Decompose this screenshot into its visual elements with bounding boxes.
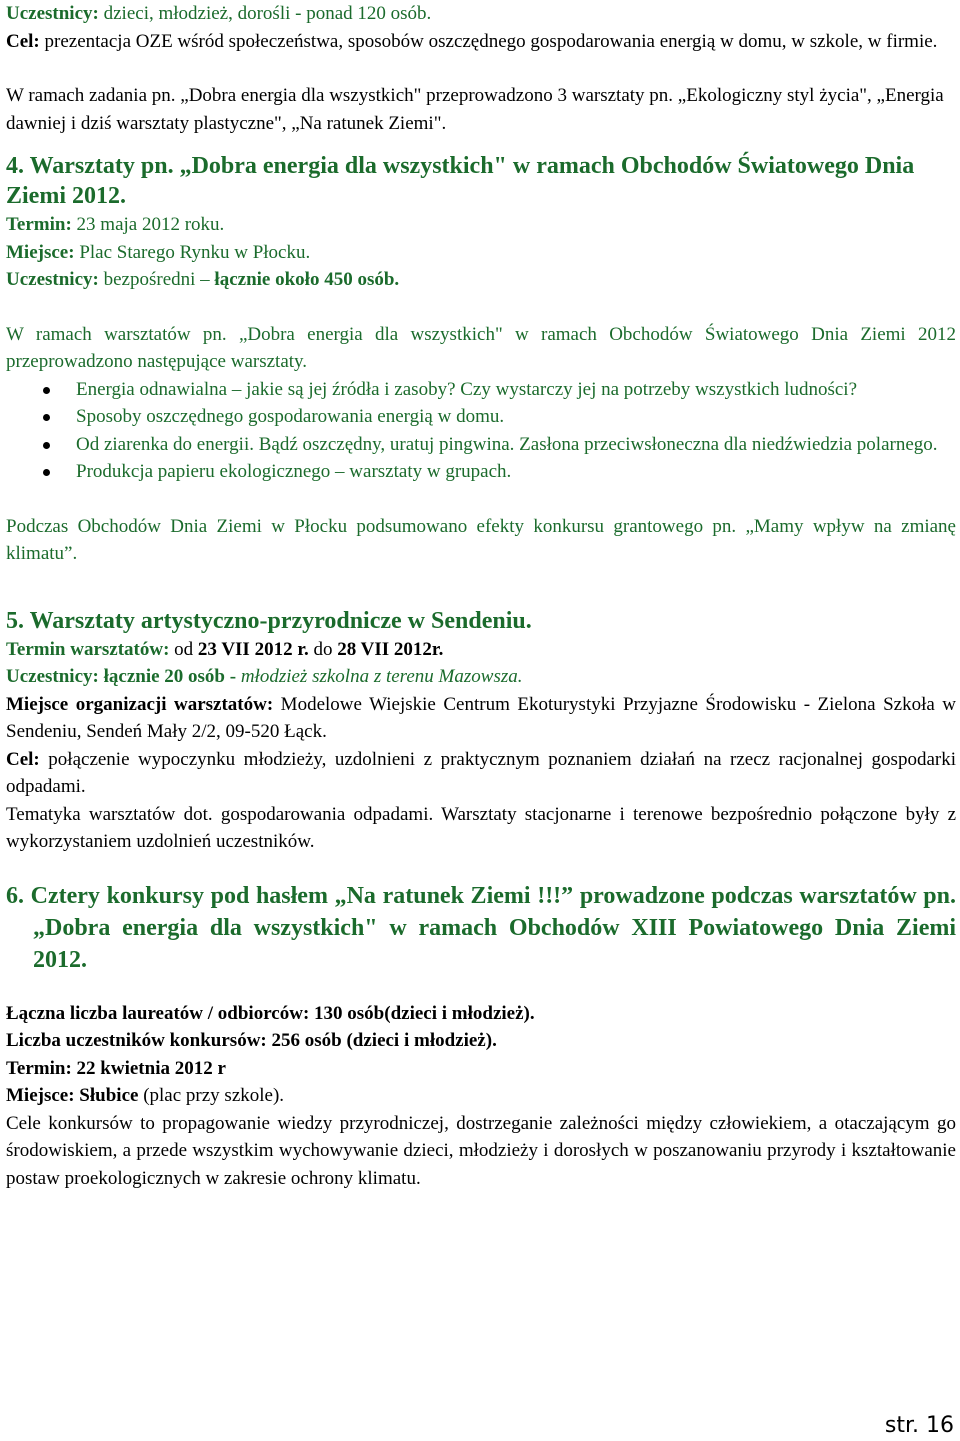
participants-value: bezpośredni – xyxy=(98,269,215,290)
section-6-heading: 6. Cztery konkursy pod hasłem „Na ratunek Ziemi !!!” prowadzone podczas warsztatów pn. „Dobra energia dla wszystkich" w ramach Obchodów XIII Powiatowego Dnia Ziemi 2012. xyxy=(6,882,956,973)
section-4-heading: 4. Warsztaty pn. „Dobra energia dla wszystkich" w ramach Obchodów Światowego Dnia Ziemi 2012. xyxy=(6,153,915,209)
section-6-laureates: Łączna liczba laureatów / odbiorców: 130 osób(dzieci i młodzież). xyxy=(6,1002,535,1024)
place-label: Miejsce organizacji warsztatów: xyxy=(6,693,274,715)
intro-participants xyxy=(6,0,956,28)
participants-value: łącznie 20 osób xyxy=(98,666,225,687)
section-4-term xyxy=(6,211,956,239)
list-item-text: Sposoby oszczędnego gospodarowania energią w domu. xyxy=(76,406,505,427)
list-item xyxy=(6,458,956,486)
place-value: (plac przy szkole). xyxy=(138,1085,285,1106)
list-item-text: Od ziarenka do energii. Bądź oszczędny, uratuj pingwina. Zasłona przeciwsłoneczna dla niedźwiedzia polarnego. xyxy=(76,433,938,455)
participants-group: młodzież szkolna z terenu Mazowsza. xyxy=(240,666,523,687)
list-item xyxy=(6,403,956,431)
place-label: Miejsce: Słubice xyxy=(6,1085,139,1106)
bullet-icon xyxy=(43,414,50,421)
term-to: do xyxy=(308,638,338,660)
place-value: Modelowe Wiejskie Centrum Ekoturystyki Przyjazne Środowisku - Zielona Szkoła w Sendeniu, Sendeń Mały 2/2, 09-520 Łąck. xyxy=(6,693,956,742)
participants-dash: - xyxy=(225,666,241,687)
bullet-icon xyxy=(43,442,50,449)
term-label: Termin: xyxy=(6,214,72,235)
section-4-summary: Podczas Obchodów Dnia Ziemi w Płocku podsumowano efekty konkursu grantowego pn. „Mamy wpływ na zmianę klimatu”. xyxy=(6,515,956,564)
section-4-place xyxy=(6,239,956,267)
section-5-heading: 5. Warsztaty artystyczno-przyrodnicze w Sendeniu. xyxy=(6,607,532,634)
list-item-text: Produkcja papieru ekologicznego – warsztaty w grupach. xyxy=(76,461,512,482)
section-5-topics: Tematyka warsztatów dot. gospodarowania odpadami. Warsztaty stacjonarne i terenowe bezpośrednio połączone były z wykorzystaniem uzdolnień uczestników. xyxy=(6,803,956,852)
participants-label: Uczestnicy: xyxy=(6,666,99,687)
section-5-term xyxy=(6,636,956,664)
goal-label: Cel: xyxy=(6,748,40,770)
participants-total: łącznie około 450 osób. xyxy=(214,269,400,290)
participants-text: dzieci, młodzież, dorośli - ponad 120 osób. xyxy=(98,3,432,24)
intro-workshops: W ramach zadania pn. „Dobra energia dla wszystkich" przeprowadzono 3 warsztaty pn. „Ekologiczny styl życia", „Energia dawniej i dziś warsztaty plastyczne", „Na ratunek Ziemi". xyxy=(6,85,944,134)
page-number: str. 16 xyxy=(884,1412,954,1438)
place-label: Miejsce: xyxy=(6,241,75,263)
workshop-list xyxy=(6,376,956,486)
section-5-participants xyxy=(6,663,956,691)
section-5-place xyxy=(6,691,956,746)
term-label: Termin warsztatów: xyxy=(6,638,170,660)
section-6-goals: Cele konkursów to propagowanie wiedzy przyrodniczej, dostrzeganie zależności między człowiekiem, a otaczającym go środowiskiem, a przede wszystkim wychowywanie dzieci, młodzieży i dorosłych w poszanowaniu przyrody i kształtowanie postaw proekologicznych w zakresie ochrony klimatu. xyxy=(6,1112,956,1189)
bullet-icon xyxy=(43,469,50,476)
section-4-workshops-intro: W ramach warsztatów pn. „Dobra energia dla wszystkich" w ramach Obchodów Światowego Dnia Ziemi 2012 przeprowadzono następujące warsztaty. xyxy=(6,323,956,372)
list-item xyxy=(6,431,956,459)
section-6-contestants: Liczba uczestników konkursów: 256 osób (dzieci i młodzież). xyxy=(6,1030,497,1051)
spacer xyxy=(6,294,956,321)
section-6-term: Termin: 22 kwietnia 2012 r xyxy=(6,1057,226,1079)
intro-goal xyxy=(6,28,956,56)
document-page xyxy=(6,0,956,1192)
term-value: 23 maja 2012 roku. xyxy=(71,214,225,235)
list-item xyxy=(6,376,956,404)
place-value: Plac Starego Rynku w Płocku. xyxy=(74,241,311,263)
participants-label: Uczestnicy: xyxy=(6,3,99,24)
spacer xyxy=(6,976,956,1000)
participants-label: Uczestnicy: xyxy=(6,269,99,290)
section-4-participants xyxy=(6,266,956,294)
goal-label: Cel: xyxy=(6,30,40,52)
section-6-place xyxy=(6,1082,956,1110)
list-item-text: Energia odnawialna – jakie są jej źródła i zasoby? Czy wystarczy jej na potrzeby wszystkich ludności? xyxy=(76,378,858,400)
spacer xyxy=(6,55,956,82)
section-5-goal xyxy=(6,746,956,801)
goal-text: prezentacja OZE wśród społeczeństwa, sposobów oszczędnego gospodarowania energią w domu, w szkole, w firmie. xyxy=(39,30,938,52)
spacer xyxy=(6,486,956,513)
term-date-start: 23 VII 2012 r. xyxy=(197,638,309,660)
term-from: od xyxy=(169,638,198,660)
goal-value: połączenie wypoczynku młodzieży, uzdolnieni z praktycznym poznaniem działań na rzecz racjonalnej gospodarki odpadami. xyxy=(6,748,956,797)
bullet-icon xyxy=(43,387,50,394)
term-date-end: 28 VII 2012r. xyxy=(337,638,444,660)
